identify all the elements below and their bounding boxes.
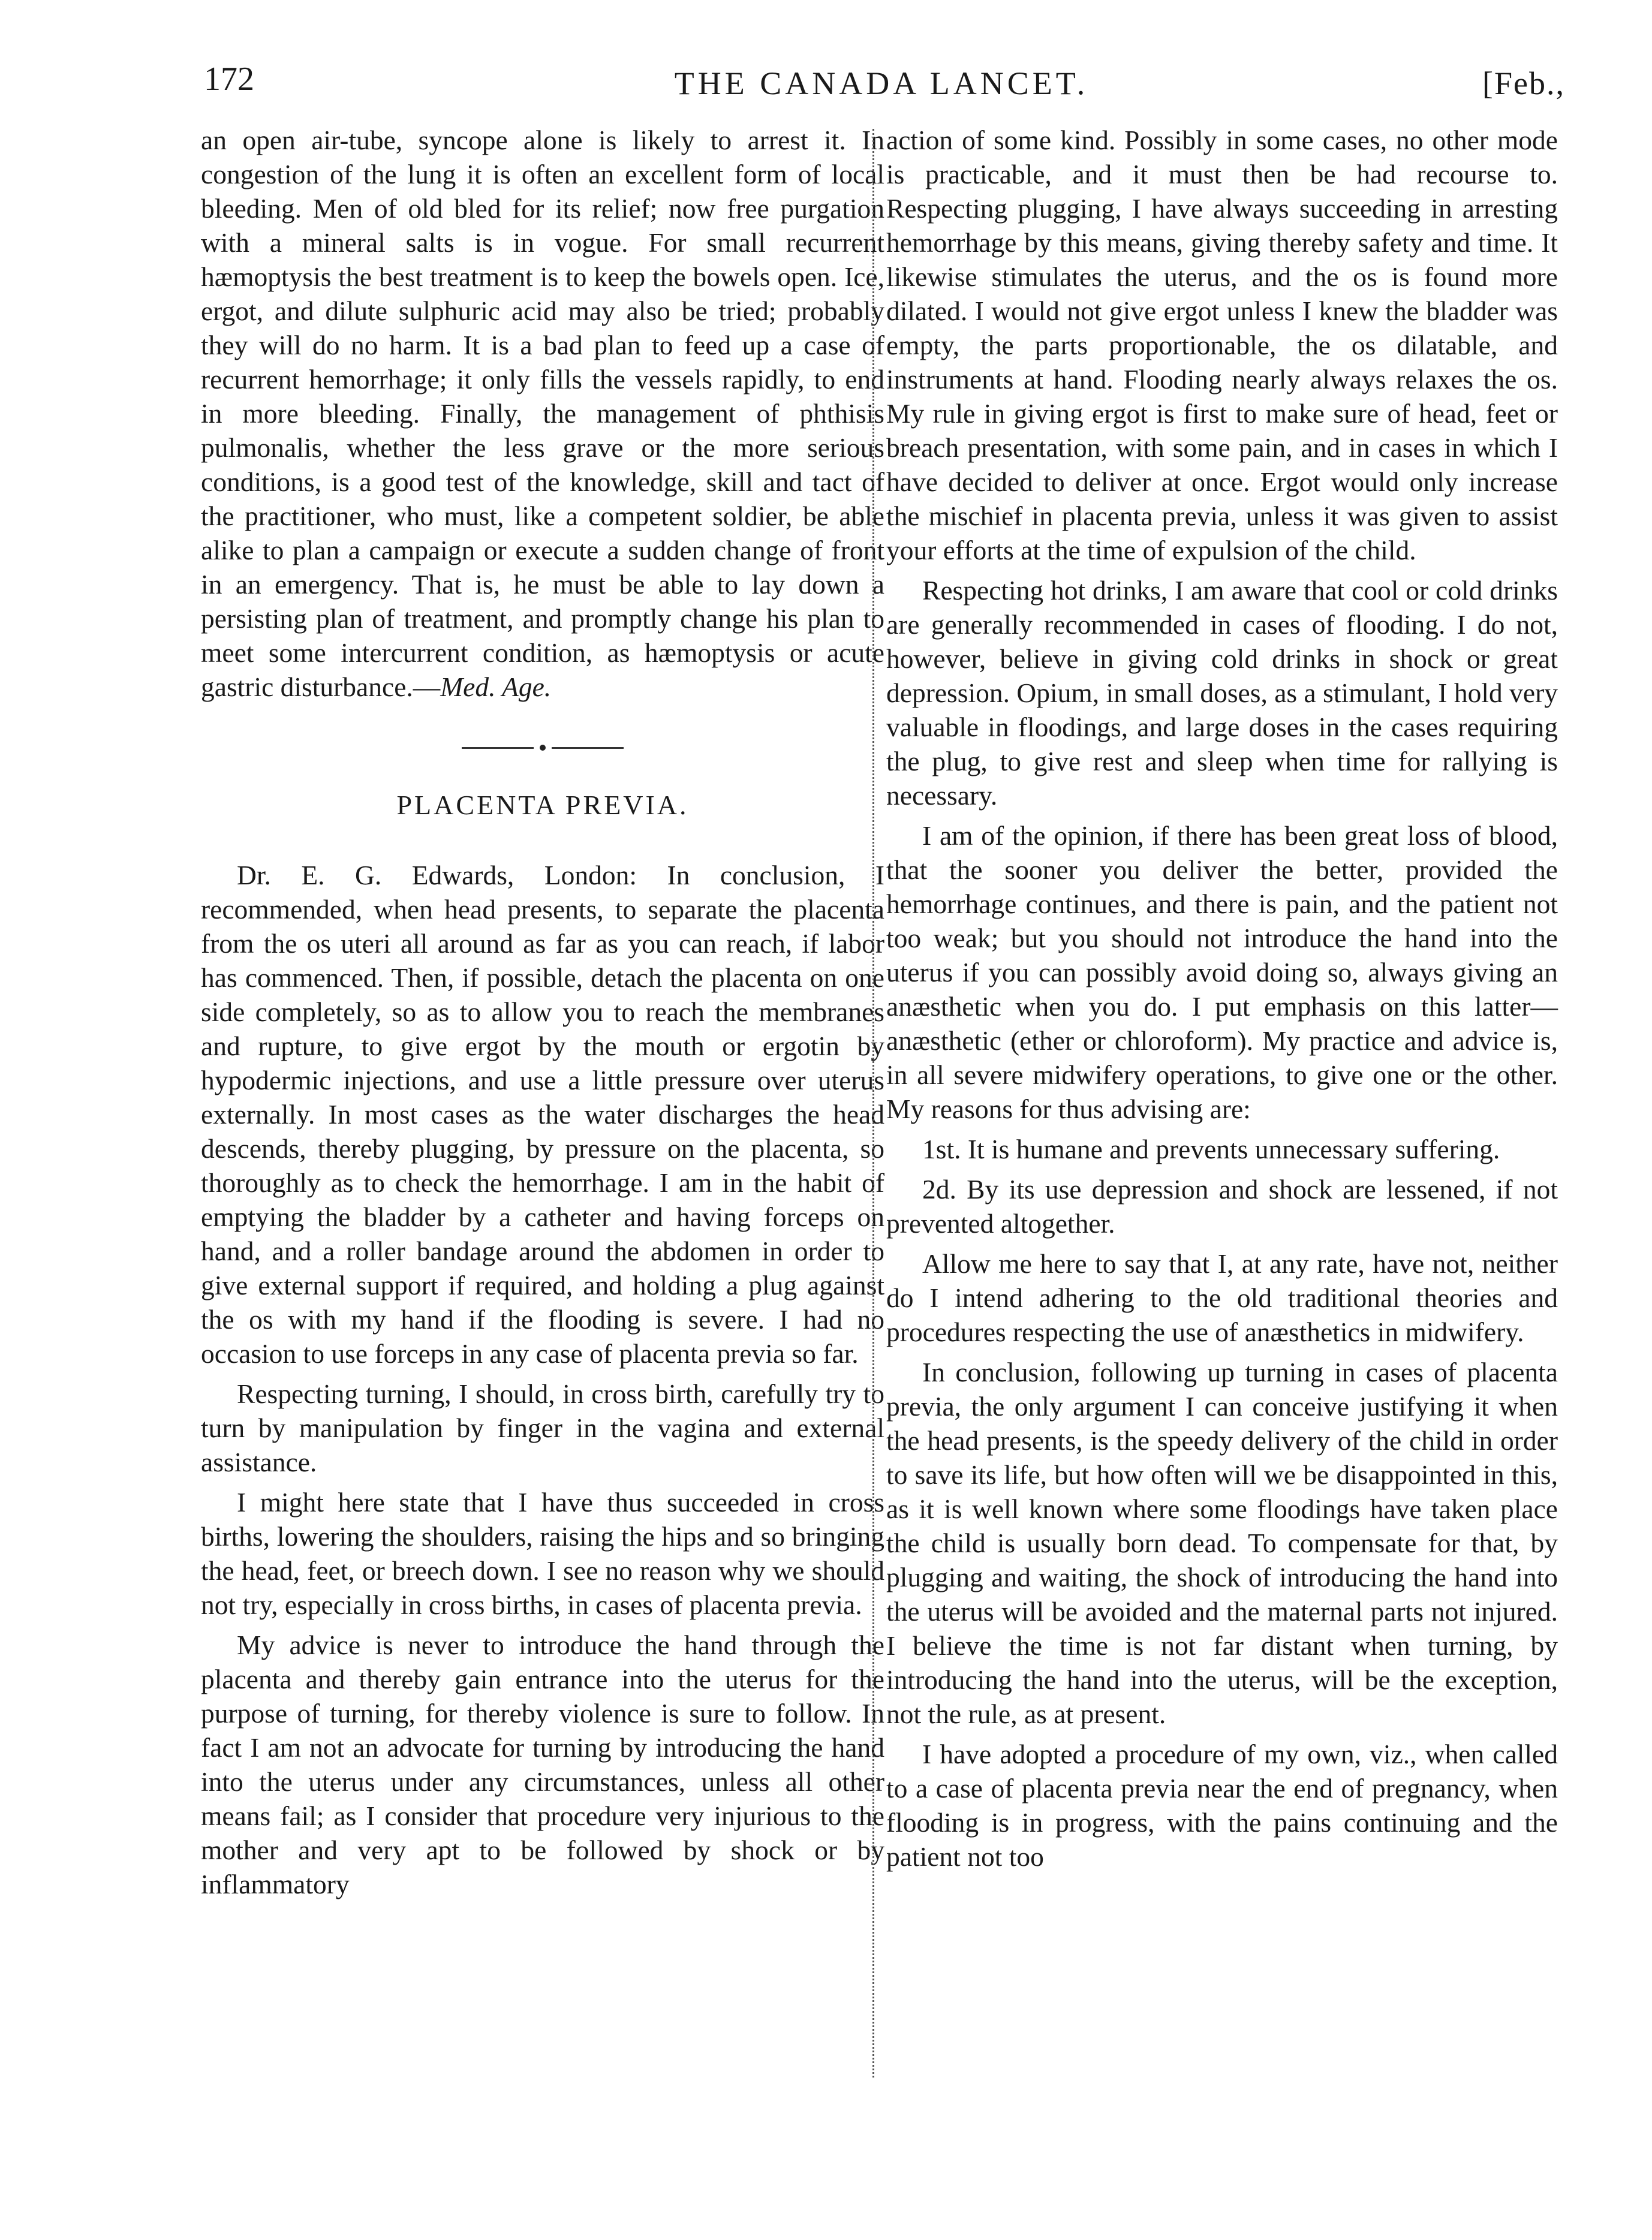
separator-ornament xyxy=(540,745,546,751)
article-paragraph: Respecting hot drinks, I am aware that cool or cold drinks are generally recommended in cases of flooding. I do not, however, believe in giving cold drinks in shock or great depression. Opium, in small doses, as a stimulant, I hold very valuable in floodings, and large doses in the cases requiring the plug, to give rest and sleep when time for rallying is necessary. xyxy=(886,575,1558,811)
article-paragraph: In conclusion, following up turning in cases of placenta previa, the only argument I can conceive justifying it when the head presents, is the speedy delivery of the child in order to save its life, but how often will we be disappointed in this, as it is well known where some floodings have taken place the child is usually born dead. To compensate for that, by plugging and waiting, the shock of introducing the hand into the uterus will be avoided and the maternal parts not injured. I believe the time is not far distant when turning, by introducing the hand into the uterus, will be the exception, not the rule, as at present. xyxy=(886,1357,1558,1729)
paragraph-text: an open air-tube, syncope alone is likely to arrest it. In congestion of the lung it is often an excellent form of local bleeding. Men of old bled for its relief; now free purgation with a mineral salts is in vogue. For small recurrent hæmoptysis the best treatment is to keep the bowels open. Ice, ergot, and dilute sulphuric acid may also be tried; probably they will do no harm. It is a bad plan to feed up a case of recurrent hemorrhage; it only fills the vessels rapidly, to end in more bleeding. Finally, the management of phthisis pulmonalis, whether the less grave or the more serious conditions, is a good test of the knowledge, skill and tact of the practitioner, who must, like a competent soldier, be able alike to plan a campaign or execute a sudden change of front in an emergency. That is, he must be able to lay down a persisting plan of treatment, and promptly change his plan to meet some intercurrent condition, as hæmoptysis or acute gastric disturbance.— xyxy=(201,125,884,702)
page-number: 172 xyxy=(204,61,254,98)
journal-title: THE CANADA LANCET. xyxy=(674,65,1089,101)
running-head xyxy=(198,60,1565,120)
right-column xyxy=(886,123,1558,1874)
article-paragraph: My advice is never to introduce the hand through the placenta and thereby gain entrance into the uterus for the purpose of turning, for thereby violence is sure to follow. In fact I am not an advocate for turning by introducing the hand into the uterus under any circumstances, unless all other means fail; as I consider that procedure very injurious to the mother and very apt to be followed by shock or by inflammatory xyxy=(201,1630,884,1899)
article-paragraph: Allow me here to say that I, at any rate, have not, neither do I intend adhering to the old traditional theories and procedures respecting the use of anæsthetics in midwifery. xyxy=(886,1248,1558,1347)
left-column xyxy=(201,123,884,1901)
issue-month: [Feb., xyxy=(1482,65,1565,101)
article-paragraph: Dr. E. G. Edwards, London: In conclusion, I recommended, when head presents, to separate the placenta from the os uteri all around as far as you can reach, if labor has commenced. Then, if possible, detach the placenta on one side completely, so as to allow you to reach the membranes and rupture, to give ergot by the mouth or ergotin by hypodermic injections, and use a little pressure over uterus externally. In most cases as the water discharges the head descends, thereby plugging, by pressure on the placenta, so thoroughly as to check the hemorrhage. I am in the habit of emptying the bladder by a catheter and having forceps on hand, and a roller bandage around the abdomen in order to give external support if required, and holding a plug against the os with my hand if the flooding is severe. I had no occasion to use forceps in any case of placenta previa so far. xyxy=(201,860,884,1369)
article-paragraph: action of some kind. Possibly in some cases, no other mode is practicable, and it must then be had recourse to. Respecting plugging, I have always succeeding in arresting hemorrhage by this means, giving thereby safety and time. It likewise stimulates the uterus, and the os is found more dilated. I would not give ergot unless I knew the bladder was empty, the parts proportionable, the os dilatable, and instruments at hand. Flooding nearly always relaxes the os. My rule in giving ergot is first to make sure of head, feet or breach presentation, with some pain, and in cases in which I have decided to deliver at once. Ergot would only increase the mischief in placenta previa, unless it was given to assist your efforts at the time of expulsion of the child. xyxy=(886,125,1558,565)
article-paragraph: I have adopted a procedure of my own, viz., when called to a case of placenta previa near the end of pregnancy, when flooding is in progress, with the pains continuing and the patient not too xyxy=(886,1739,1558,1872)
article-paragraph xyxy=(201,123,884,704)
article-paragraph: Respecting turning, I should, in cross birth, carefully try to turn by manipulation by finger in the vagina and external assistance. xyxy=(201,1378,884,1477)
section-heading: PLACENTA PREVIA. xyxy=(396,790,689,820)
separator-rule xyxy=(462,747,534,749)
article-paragraph: I might here state that I have thus succeeded in cross births, lowering the shoulders, raising the hips and so bringing the head, feet, or breech down. I see no reason why we should not try, especially in cross births, in cases of placenta previa. xyxy=(201,1487,884,1620)
source-citation: Med. Age. xyxy=(440,672,552,702)
article-paragraph: I am of the opinion, if there has been great loss of blood, that the sooner you deliver the better, provided the hemorrhage continues, and there is pain, and the patient not too weak; but you should not introduce the hand into the uterus if you can possibly avoid doing so, always giving an anæsthetic when you do. I put emphasis on this latter—anæsthetic (ether or chloroform). My practice and advice is, in all severe midwifery operations, to give one or the other. My reasons for thus advising are: xyxy=(886,820,1558,1124)
section-separator xyxy=(453,743,633,752)
separator-rule xyxy=(552,747,624,749)
article-paragraph: 1st. It is humane and prevents unnecessary suffering. xyxy=(922,1134,1500,1164)
article-paragraph: 2d. By its use depression and shock are lessened, if not prevented altogether. xyxy=(886,1174,1558,1239)
column-divider xyxy=(872,129,874,2078)
